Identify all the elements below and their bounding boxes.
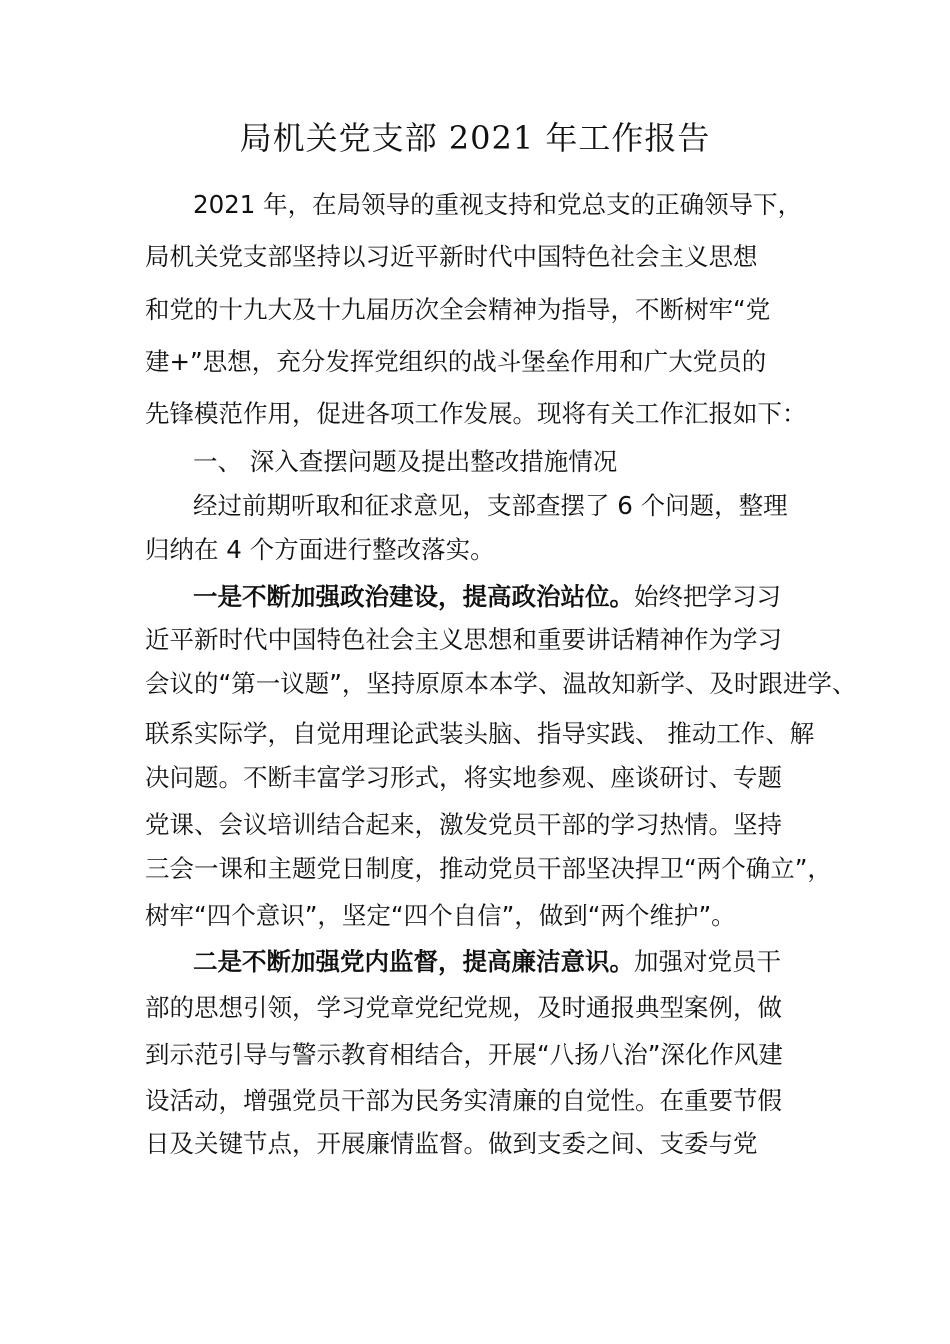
paragraph-line: 三会一课和主题党日制度，推动党员干部坚决捍卫“两个确立”， bbox=[145, 854, 832, 883]
paragraph-line: 建+”思想，充分发挥党组织的战斗堡垒作用和广大党员的 bbox=[145, 347, 767, 376]
paragraph-line: 局机关党支部坚持以习近平新时代中国特色社会主义思想 bbox=[145, 242, 758, 271]
point-two-heading: 二是不断加强党内监督，提高廉洁意识。 bbox=[193, 947, 634, 976]
paragraph-line: 设活动，增强党员干部为民务实清廉的自觉性。在重要节假 bbox=[145, 1086, 782, 1115]
point-two-text: 加强对党员干 bbox=[634, 947, 781, 976]
paragraph-line: 归纳在 4 个方面进行整改落实。 bbox=[145, 535, 495, 564]
paragraph-line: 2021 年，在局领导的重视支持和党总支的正确领导下， bbox=[193, 190, 803, 219]
document-title: 局机关党支部 2021 年工作报告 bbox=[239, 119, 711, 157]
paragraph-line: 联系实际学，自觉用理论武装头脑、指导实践、 推动工作、解 bbox=[145, 719, 815, 748]
paragraph-line: 会议的“第一议题”，坚持原原本本学、温故知新学、及时跟进学、 bbox=[145, 669, 857, 698]
point-one-heading: 一是不断加强政治建设，提高政治站位。 bbox=[193, 582, 634, 611]
paragraph-line: 部的思想引领，学习党章党纪党规，及时通报典型案例，做 bbox=[145, 993, 782, 1022]
paragraph-line: 决问题。不断丰富学习形式，将实地参观、座谈研讨、专题 bbox=[145, 763, 782, 792]
paragraph-line: 经过前期听取和征求意见，支部查摆了 6 个问题，整理 bbox=[193, 491, 788, 520]
paragraph-line: 日及关键节点，开展廉情监督。做到支委之间、支委与党 bbox=[145, 1129, 758, 1158]
point-two-first-line bbox=[193, 944, 893, 980]
paragraph-line: 和党的十九大及十九届历次全会精神为指导，不断树牢“党 bbox=[145, 295, 771, 324]
section-heading: 一、 深入查摆问题及提出整改措施情况 bbox=[193, 447, 618, 476]
paragraph-line: 到示范引导与警示教育相结合，开展“八扬八治”深化作风建 bbox=[145, 1040, 783, 1069]
paragraph-line: 树牢“四个意识”，坚定“四个自信”，做到“两个维护”。 bbox=[145, 901, 736, 930]
paragraph-line: 先锋模范作用，促进各项工作发展。现将有关工作汇报如下： bbox=[145, 399, 807, 428]
point-one-text: 始终把学习习 bbox=[634, 582, 781, 611]
point-one-first-line bbox=[193, 579, 893, 615]
paragraph-line: 党课、会议培训结合起来，激发党员干部的学习热情。坚持 bbox=[145, 810, 782, 839]
paragraph-line: 近平新时代中国特色社会主义思想和重要讲话精神作为学习 bbox=[145, 625, 782, 654]
